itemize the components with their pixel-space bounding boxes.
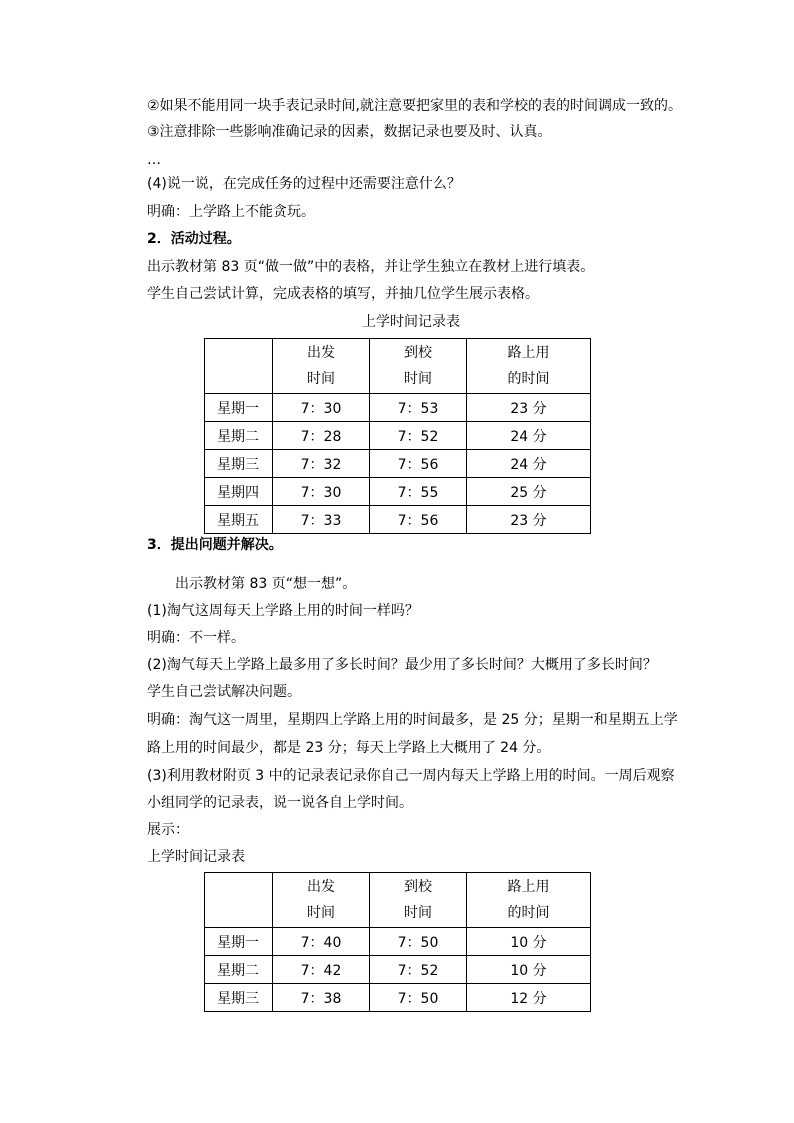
table-cell: 7：52	[370, 422, 467, 450]
table-cell: 星期一	[205, 928, 273, 956]
table-cell: 星期一	[205, 394, 273, 422]
record-table-2	[204, 872, 591, 1012]
text-line-7: 出示教材第 83 页“做一做”中的表格，并让学生独立在教材上进行填表。	[147, 259, 595, 275]
table-row	[205, 478, 591, 506]
table-cell: 24 分	[467, 450, 591, 478]
table-row	[205, 394, 591, 422]
table-cell: 10 分	[467, 928, 591, 956]
table-cell: 7：55	[370, 478, 467, 506]
table-cell: 7：50	[370, 928, 467, 956]
table-cell: 7：56	[370, 450, 467, 478]
table-row	[205, 956, 591, 984]
table-cell: 星期四	[205, 478, 273, 506]
table-cell: 星期二	[205, 422, 273, 450]
table-row	[205, 984, 591, 1012]
table-cell: 10 分	[467, 956, 591, 984]
table-cell: 23 分	[467, 394, 591, 422]
table1-header-cell: 到校 时间	[370, 339, 467, 394]
table2-header-cell: 出发 时间	[273, 873, 370, 928]
table-row	[205, 422, 591, 450]
table1-caption: 上学时间记录表	[362, 314, 460, 330]
question-4: (4)说一说，在完成任务的过程中还需要注意什么？	[147, 176, 461, 192]
table-cell: 7：50	[370, 984, 467, 1012]
section-3-heading: 3．提出问题并解决。	[147, 537, 283, 553]
text-line-10: 出示教材第 83 页“想一想”。	[175, 576, 357, 592]
table2-caption: 上学时间记录表	[147, 849, 245, 865]
table-cell: 7：30	[273, 478, 370, 506]
table1-header-cell: 路上用 的时间	[467, 339, 591, 394]
table2-header-cell: 路上用 的时间	[467, 873, 591, 928]
table2-header-cell	[205, 873, 273, 928]
text-line-14: 学生自己尝试解决问题。	[147, 684, 301, 700]
answer-2-line-1: 明确：淘气这一周里，星期四上学路上用的时间最多，是 25 分；星期一和星期五上学	[147, 712, 678, 728]
question-3-line-1: (3)利用教材附页 3 中的记录表记录你自己一周内每天上学路上用的时间。一周后观察	[147, 768, 675, 784]
table-cell: 7：38	[273, 984, 370, 1012]
table-cell: 7：32	[273, 450, 370, 478]
table-cell: 24 分	[467, 422, 591, 450]
table-cell: 7：30	[273, 394, 370, 422]
table-cell: 星期五	[205, 506, 273, 534]
table-cell: 7：52	[370, 956, 467, 984]
answer-4: 明确：上学路上不能贪玩。	[147, 204, 315, 220]
table1-header-row	[205, 339, 591, 394]
section-2-heading: 2．活动过程。	[147, 231, 241, 247]
table-cell: 25 分	[467, 478, 591, 506]
table-row	[205, 506, 591, 534]
table-cell: 12 分	[467, 984, 591, 1012]
table-cell: 23 分	[467, 506, 591, 534]
table-cell: 7：56	[370, 506, 467, 534]
text-line-1: ②如果不能用同一块手表记录时间,就注意要把家里的表和学校的表的时间调成一致的。	[147, 98, 682, 114]
text-line-8: 学生自己尝试计算，完成表格的填写，并抽几位学生展示表格。	[147, 286, 539, 302]
record-table-1	[204, 338, 591, 534]
text-line-2: ③注意排除一些影响准确记录的因素，数据记录也要及时、认真。	[147, 124, 552, 140]
ellipsis-line: …	[147, 152, 161, 168]
table-cell: 星期三	[205, 984, 273, 1012]
table-cell: 星期二	[205, 956, 273, 984]
table2-header-cell: 到校 时间	[370, 873, 467, 928]
answer-2-line-2: 路上用的时间最少，都是 23 分；每天上学路上大概用了 24 分。	[147, 740, 551, 756]
table2-header-row	[205, 873, 591, 928]
answer-1: 明确：不一样。	[147, 630, 245, 646]
table-cell: 7：33	[273, 506, 370, 534]
table-cell: 7：40	[273, 928, 370, 956]
table-row	[205, 450, 591, 478]
question-2: (2)淘气每天上学路上最多用了多长时间？最少用了多长时间？大概用了多长时间？	[147, 657, 657, 673]
display-label: 展示：	[147, 822, 189, 838]
table-cell: 星期三	[205, 450, 273, 478]
table-row	[205, 928, 591, 956]
table1-header-cell: 出发 时间	[273, 339, 370, 394]
table-cell: 7：28	[273, 422, 370, 450]
question-1: (1)淘气这周每天上学路上用的时间一样吗？	[147, 603, 419, 619]
question-3-line-2: 小组同学的记录表，说一说各自上学时间。	[147, 795, 413, 811]
table-cell: 7：42	[273, 956, 370, 984]
table1-header-cell	[205, 339, 273, 394]
table-cell: 7：53	[370, 394, 467, 422]
